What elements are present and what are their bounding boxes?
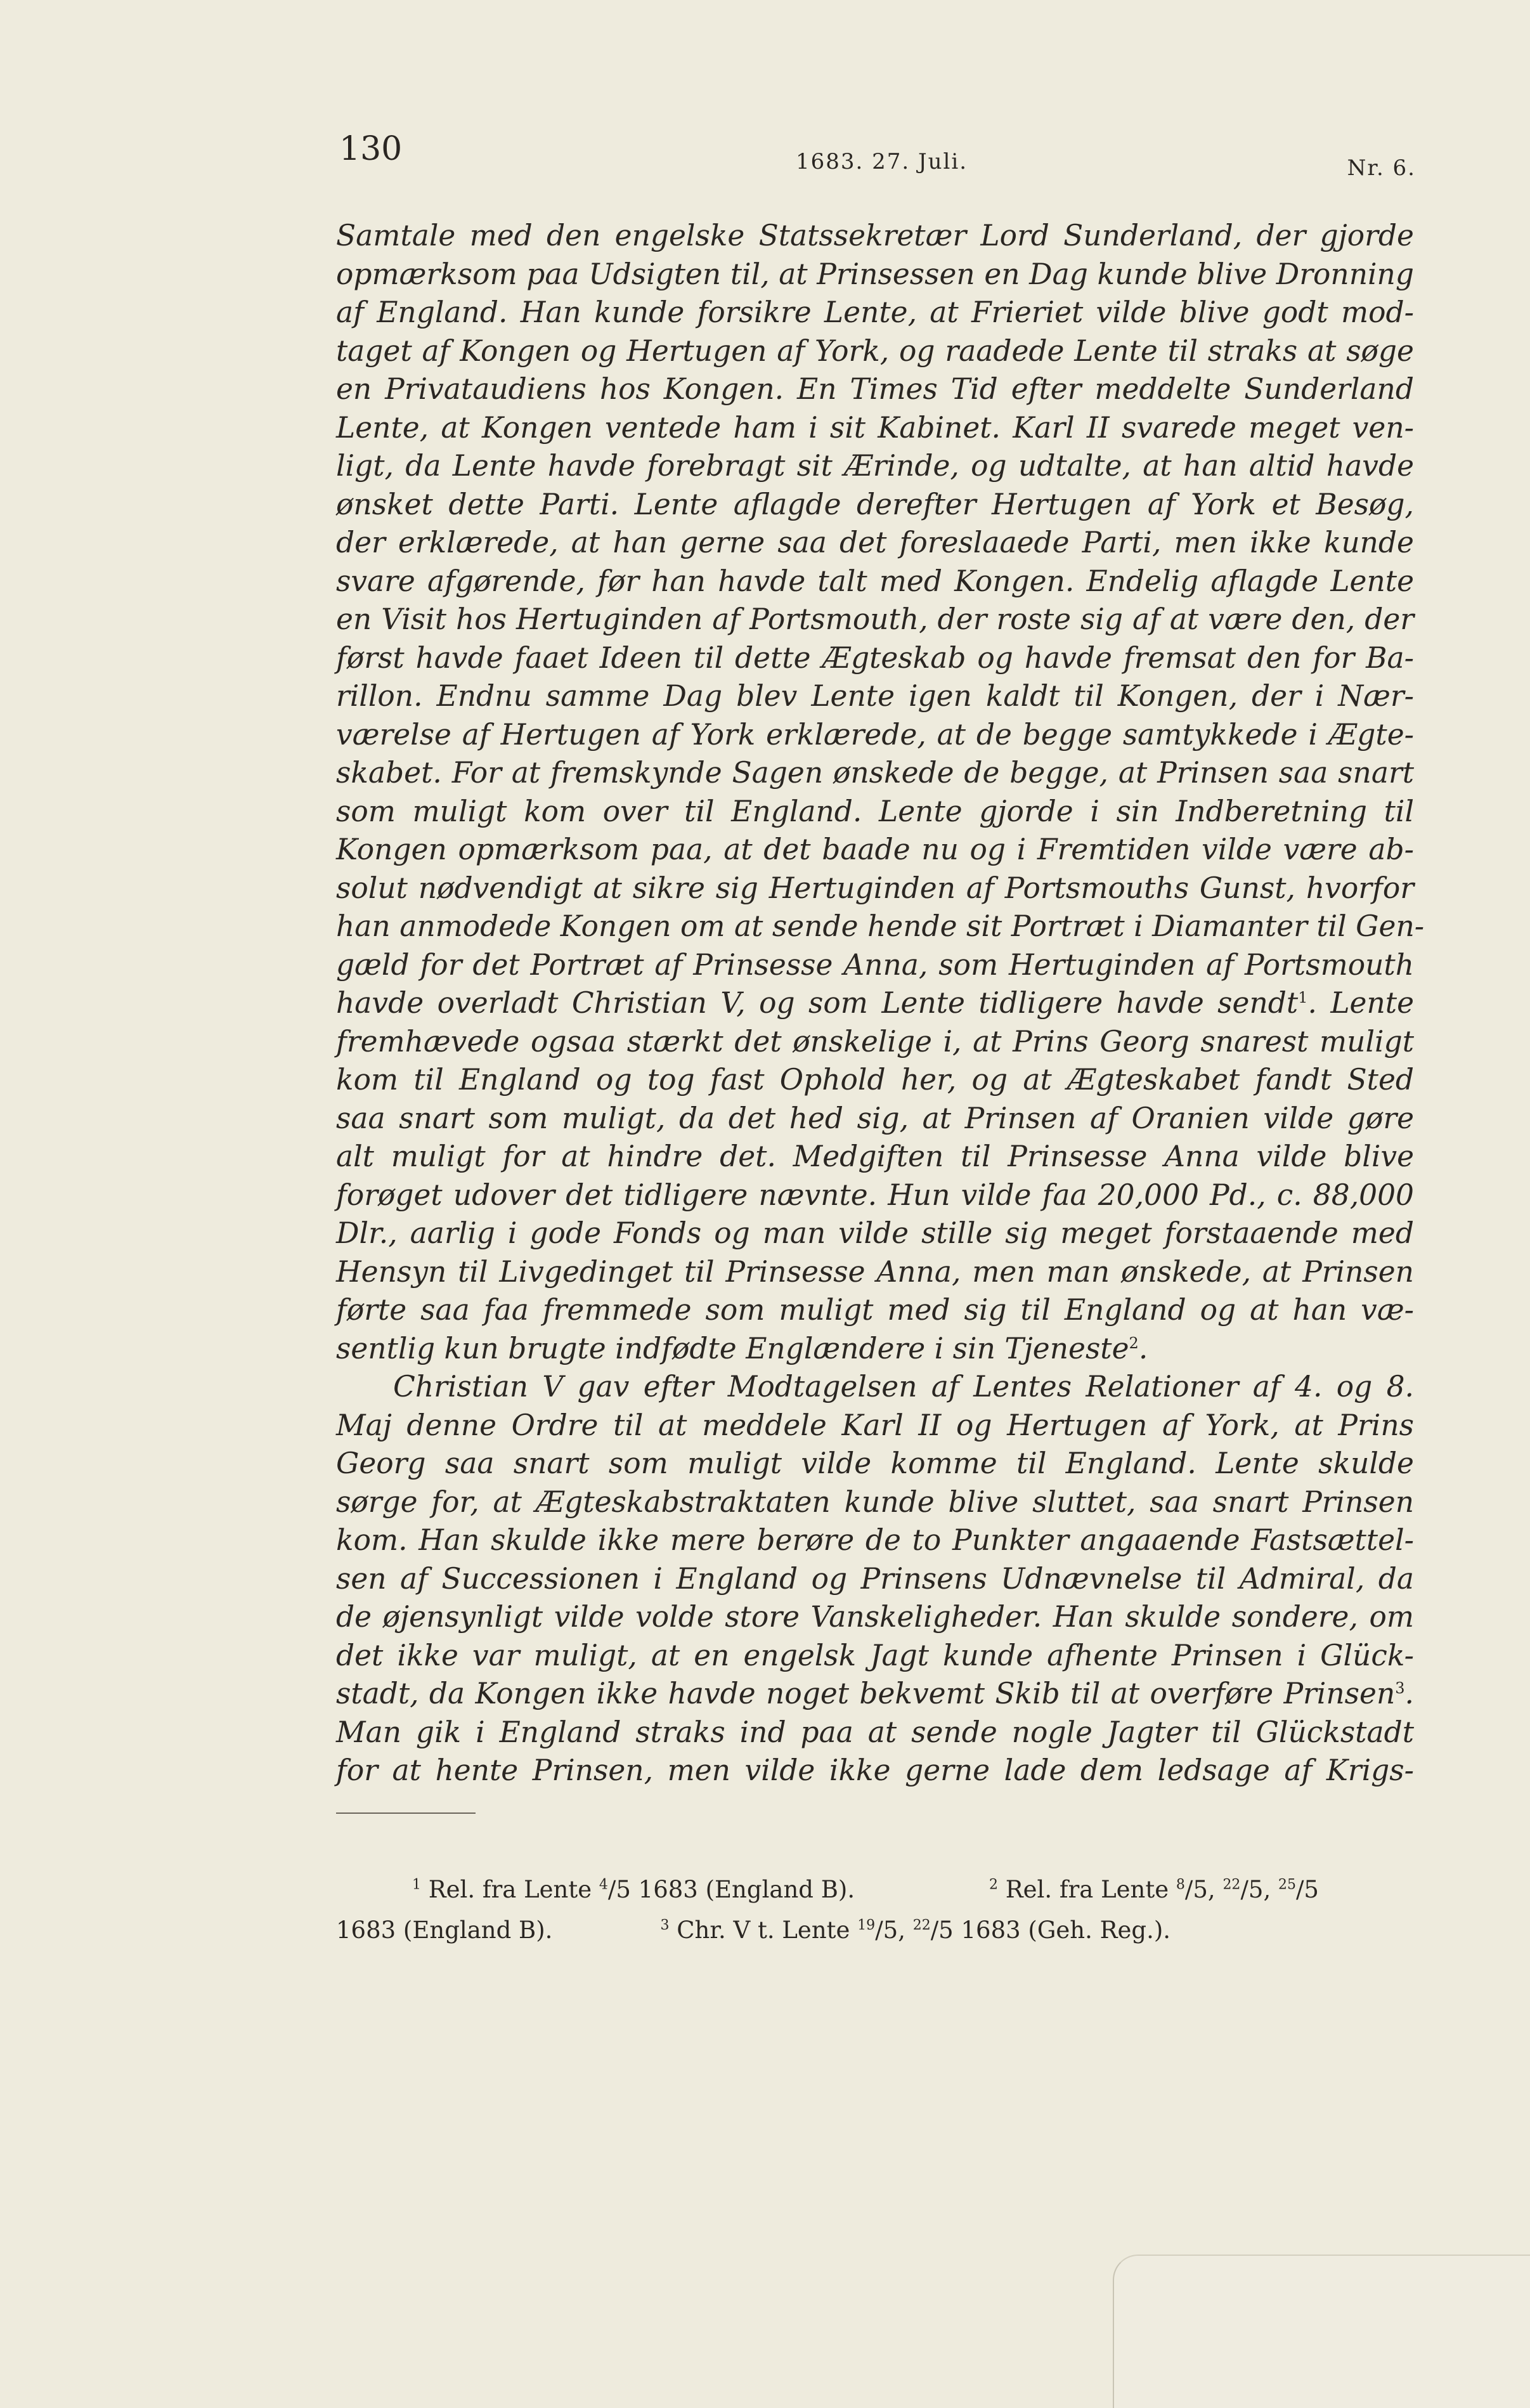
footnote-reference: 3: [1395, 1679, 1405, 1697]
text-line: sørge for, at Ægteskabstraktaten kunde blive sluttet, saa snart Prinsen: [336, 1485, 1414, 1519]
footnote-3: [552, 1910, 1170, 1951]
text-span: stadt, da Kongen ikke havde noget bekvemt Skib til at overføre Prinsen: [336, 1677, 1396, 1710]
fraction-numerator: 22: [912, 1917, 931, 1934]
footnote-text: Rel. fra Lente: [1005, 1876, 1176, 1903]
text-line: for at hente Prinsen, men vilde ikke gerne lade dem ledsage af Krigs-: [336, 1754, 1414, 1787]
text-line: skabet. For at fremskynde Sagen ønskede de begge, at Prinsen saa snart: [336, 756, 1414, 790]
text-line: alt muligt for at hindre det. Medgiften til Prinsesse Anna vilde blive: [336, 1140, 1414, 1173]
footnote-marker: 2: [989, 1877, 998, 1893]
text-line: Christian V gav efter Modtagelsen af Lentes Relationer af 4. og 8.: [393, 1370, 1414, 1403]
text-line: han anmodede Kongen om at sende hende sit Portræt i Diamanter til Gen-: [336, 909, 1425, 943]
fraction-numerator: 8: [1176, 1877, 1185, 1893]
text-line: af England. Han kunde forsikre Lente, at Frieriet vilde blive godt mod-: [336, 296, 1414, 329]
header-date: 1683. 27. Juli.: [796, 149, 968, 174]
text-line-with-footnote: [336, 1330, 1414, 1369]
page-edge-shadow: [1113, 2255, 1530, 2408]
footnote-text: 1683 (England B).: [630, 1876, 855, 1903]
text-line: sen af Successionen i England og Prinsens Udnævnelse til Admiral, da: [336, 1561, 1414, 1596]
text-line: solut nødvendigt at sikre sig Hertuginden af Portsmouths Gunst, hvorfor: [336, 871, 1414, 905]
fraction-numerator: 19: [857, 1917, 876, 1934]
text-line: Maj denne Ordre til at meddele Karl II og Hertugen af York, at Prins: [336, 1408, 1414, 1442]
footnote-2: [989, 1870, 1319, 1910]
fraction-denominator: /5,: [1184, 1876, 1223, 1903]
running-header: [0, 130, 1530, 187]
footnotes: [336, 1870, 1414, 1951]
fraction-numerator: 22: [1222, 1877, 1241, 1893]
text-line: Hensyn til Livgedinget til Prinsesse Anna, men man ønskede, at Prinsen: [336, 1254, 1414, 1289]
fraction-numerator: 4: [599, 1877, 608, 1893]
text-line-with-footnote: [336, 1675, 1414, 1714]
text-line: kom. Han skulde ikke mere berøre de to Punkter angaaende Fastsættel-: [336, 1523, 1414, 1557]
text-line: fremhævede ogsaa stærkt det ønskelige i, at Prins Georg snarest muligt: [336, 1024, 1414, 1058]
footnote-reference: 2: [1129, 1334, 1139, 1352]
fraction-denominator: /5: [1295, 1876, 1319, 1903]
body-text: [336, 217, 1425, 1790]
text-line: Lente, at Kongen ventede ham i sit Kabinet. Karl II svarede meget ven-: [336, 410, 1414, 445]
text-line: opmærksom paa Udsigten til, at Prinsessen en Dag kunde blive Dronning: [336, 257, 1414, 291]
text-line: kom til England og tog fast Ophold her, og at Ægteskabet fandt Sted: [336, 1063, 1414, 1097]
fraction-denominator: /5: [607, 1876, 631, 1903]
text-line: ønsket dette Parti. Lente aflagde derefter Hertugen af York et Besøg,: [336, 487, 1414, 521]
text-span: sentlig kun brugte indfødte Englændere i sin Tjeneste: [336, 1331, 1129, 1365]
text-line: der erklærede, at han gerne saa det foreslaaede Parti, men ikke kunde: [336, 526, 1414, 559]
text-line: rillon. Endnu samme Dag blev Lente igen kaldt til Kongen, der i Nær-: [336, 679, 1414, 713]
text-span: .: [1138, 1331, 1148, 1365]
text-line: værelse af Hertugen af York erklærede, at de begge samtykkede i Ægte-: [336, 717, 1414, 752]
footnote-marker: 3: [660, 1917, 670, 1934]
text-span: . Lente: [1307, 986, 1414, 1020]
footnote-text: 1683 (Geh. Reg.).: [953, 1917, 1171, 1944]
text-line: førte saa faa fremmede som muligt med sig til England og at han væ-: [336, 1293, 1414, 1327]
text-line: gæld for det Portræt af Prinsesse Anna, som Hertuginden af Portsmouth: [336, 947, 1414, 982]
text-line: svare afgørende, før han havde talt med Kongen. Endelig aflagde Lente: [336, 564, 1414, 598]
footnote-text: Rel. fra Lente: [428, 1876, 599, 1903]
footnote-1: [336, 1870, 989, 1910]
text-line: de øjensynligt vilde volde store Vanskeligheder. Han skulde sondere, om: [336, 1600, 1414, 1634]
text-line: Samtale med den engelske Statssekretær Lord Sunderland, der gjorde: [336, 219, 1414, 252]
text-line: saa snart som muligt, da det hed sig, at Prinsen af Oranien vilde gøre: [336, 1101, 1414, 1135]
fraction-denominator: /5,: [1240, 1876, 1278, 1903]
footnote-row: [336, 1910, 1414, 1951]
footnote-2-continuation: 1683 (England B).: [336, 1917, 553, 1944]
text-line: Dlr., aarlig i gode Fonds og man vilde stille sig meget forstaaende med: [336, 1216, 1414, 1250]
text-line: Man gik i England straks ind paa at sende nogle Jagter til Glückstadt: [336, 1715, 1414, 1749]
text-line: en Privataudiens hos Kongen. En Times Tid efter meddelte Sunderland: [336, 372, 1414, 406]
page-number: 130: [339, 130, 403, 168]
text-line: ligt, da Lente havde forebragt sit Ærinde, og udtalte, at han altid havde: [336, 449, 1414, 483]
document-number: Nr. 6.: [1347, 155, 1416, 181]
text-line: som muligt kom over til England. Lente gjorde i sin Indberetning til: [336, 794, 1414, 828]
text-line: først havde faaet Ideen til dette Ægteskab og havde fremsat den for Ba-: [336, 641, 1414, 675]
footnote-divider: [336, 1813, 476, 1814]
text-line: taget af Kongen og Hertugen af York, og raadede Lente til straks at søge: [336, 334, 1414, 368]
text-span: havde overladt Christian V, og som Lente tidligere havde sendt: [336, 986, 1299, 1020]
text-span: .: [1404, 1677, 1414, 1710]
footnote-text: Chr. V t. Lente: [677, 1917, 858, 1944]
text-line-with-footnote: [336, 984, 1414, 1023]
footnote-marker: 1: [412, 1877, 421, 1893]
footnote-row: [336, 1870, 1414, 1910]
text-line: forøget udover det tidligere nævnte. Hun vilde faa 20,000 Pd., c. 88,000: [336, 1178, 1414, 1212]
fraction-denominator: /5: [930, 1917, 954, 1944]
text-line: Georg saa snart som muligt vilde komme til England. Lente skulde: [336, 1447, 1414, 1480]
text-line: Kongen opmærksom paa, at det baade nu og i Fremtiden vilde være ab-: [336, 833, 1414, 866]
text-line: en Visit hos Hertuginden af Portsmouth, der roste sig af at være den, der: [336, 602, 1414, 636]
fraction-numerator: 25: [1278, 1877, 1296, 1893]
footnote-reference: 1: [1298, 988, 1308, 1006]
text-line: det ikke var muligt, at en engelsk Jagt kunde afhente Prinsen i Glück-: [336, 1638, 1414, 1672]
fraction-denominator: /5,: [875, 1917, 913, 1944]
